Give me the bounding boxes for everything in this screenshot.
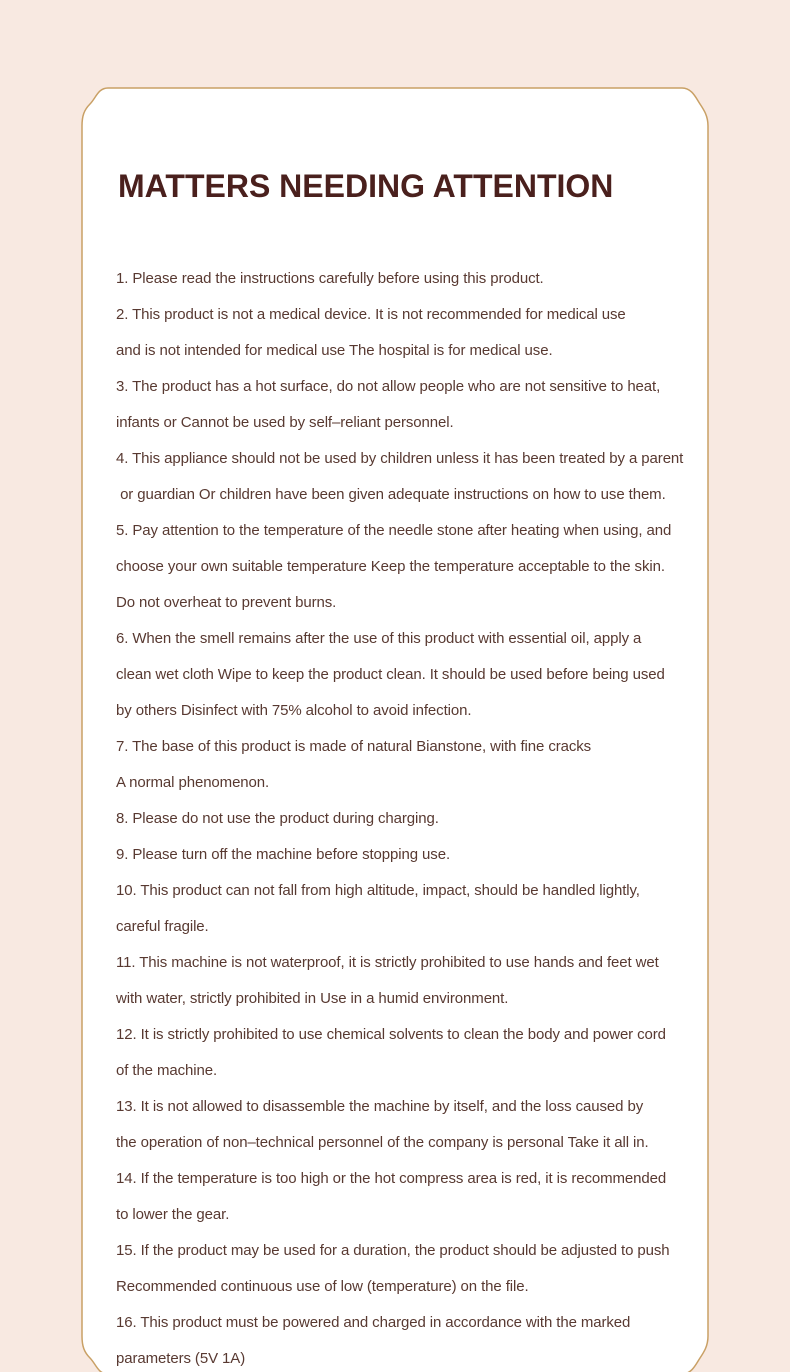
notice-line: clean wet cloth Wipe to keep the product clean. It should be used before being used bbox=[116, 666, 665, 683]
notice-line: parameters (5V 1A) bbox=[116, 1350, 246, 1367]
notice-line: Recommended continuous use of low (temperature) on the file. bbox=[116, 1278, 529, 1295]
notice-line: by others Disinfect with 75% alcohol to avoid infection. bbox=[116, 702, 472, 719]
notice-line: choose your own suitable temperature Keep the temperature acceptable to the skin. bbox=[116, 558, 665, 575]
notice-line: to lower the gear. bbox=[116, 1206, 230, 1223]
notice-line: 3. The product has a hot surface, do not allow people who are not sensitive to heat, bbox=[116, 378, 661, 395]
notice-line: 1. Please read the instructions carefully before using this product. bbox=[116, 270, 544, 287]
notice-line: and is not intended for medical use The hospital is for medical use. bbox=[116, 342, 553, 359]
notice-line: 14. If the temperature is too high or the hot compress area is red, it is recommended bbox=[116, 1170, 667, 1187]
notice-line: Do not overheat to prevent burns. bbox=[116, 594, 337, 611]
notice-line: 4. This appliance should not be used by children unless it has been treated by a parent bbox=[116, 450, 684, 467]
notice-line: 7. The base of this product is made of natural Bianstone, with fine cracks bbox=[116, 738, 592, 755]
page-title: MATTERS NEEDING ATTENTION bbox=[118, 168, 614, 204]
notice-line: 12. It is strictly prohibited to use chemical solvents to clean the body and power cord bbox=[116, 1026, 666, 1043]
notice-line: 2. This product is not a medical device. It is not recommended for medical use bbox=[116, 306, 626, 323]
notice-line: the operation of non–technical personnel of the company is personal Take it all in. bbox=[116, 1134, 649, 1151]
notice-line: 5. Pay attention to the temperature of the needle stone after heating when using, and bbox=[116, 522, 672, 539]
notice-line: 16. This product must be powered and charged in accordance with the marked bbox=[116, 1314, 631, 1331]
notice-line: 10. This product can not fall from high altitude, impact, should be handled lightly, bbox=[116, 882, 640, 899]
notice-text bbox=[116, 261, 716, 1372]
notice-line: with water, strictly prohibited in Use in a humid environment. bbox=[116, 990, 509, 1007]
notice-line: 8. Please do not use the product during charging. bbox=[116, 810, 439, 827]
notice-line: 6. When the smell remains after the use of this product with essential oil, apply a bbox=[116, 630, 642, 647]
notice-line: 9. Please turn off the machine before stopping use. bbox=[116, 846, 451, 863]
notice-line: infants or Cannot be used by self–reliant personnel. bbox=[116, 414, 454, 431]
notice-line: A normal phenomenon. bbox=[116, 774, 270, 791]
notice-line: or guardian Or children have been given adequate instructions on how to use them. bbox=[116, 486, 666, 503]
notice-line: 11. This machine is not waterproof, it is strictly prohibited to use hands and feet wet bbox=[116, 954, 659, 971]
notice-line: 13. It is not allowed to disassemble the machine by itself, and the loss caused by bbox=[116, 1098, 644, 1115]
notice-line: careful fragile. bbox=[116, 918, 209, 935]
notice-line: 15. If the product may be used for a duration, the product should be adjusted to push bbox=[116, 1242, 670, 1259]
notice-line: of the machine. bbox=[116, 1062, 218, 1079]
